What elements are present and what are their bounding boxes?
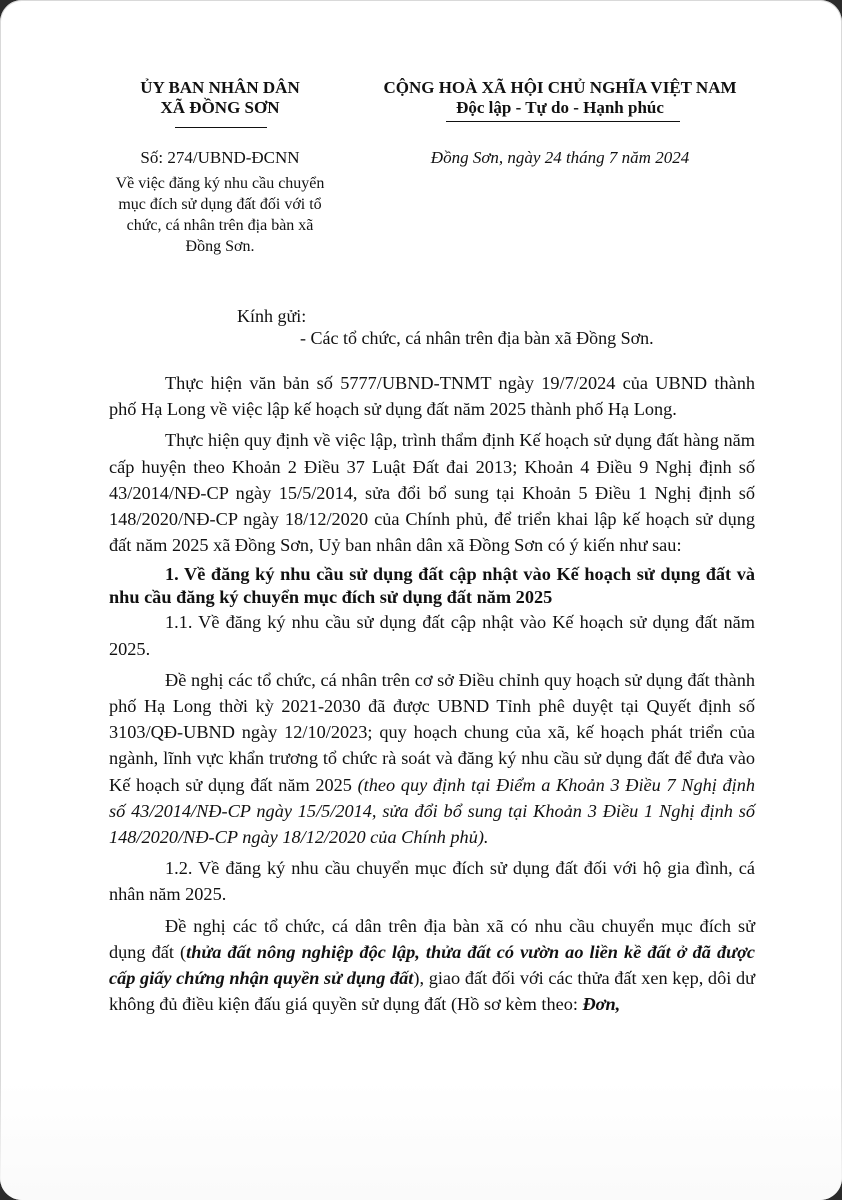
salutation: Kính gửi: xyxy=(237,306,307,326)
subsection-1-1-text xyxy=(109,667,755,850)
document-number: Số: 274/UBND-ĐCNN xyxy=(140,148,300,167)
paragraph-2: Thực hiện quy định về việc lập, trình thẩm định Kế hoạch sử dụng đất hàng năm cấp huyện theo Khoản 2 Điều 37 Luật Đất đai 2013; Khoản 4 Điều 9 Nghị định số 43/2014/NĐ-CP ngày 15/5/2014, sửa đổi bổ sung tại Khoản 5 Điều 1 Nghị định số 148/2020/NĐ-CP ngày 18/12/2020 của Chính phủ, để triển khai lập kế hoạch sử dụng đất năm 2025 xã Đồng Sơn, Uỷ ban nhân dân xã Đồng Sơn có ý kiến như sau: xyxy=(109,430,755,556)
s12-land-types: thửa đất nông nghiệp độc lập, thửa đất có vườn ao liền kề đất ở đã được cấp giấy chứng nhận quyền sử dụng đất xyxy=(109,941,755,989)
issuer-underline xyxy=(175,127,267,128)
document-body xyxy=(109,370,755,1017)
section-1-heading: 1. Về đăng ký nhu cầu sử dụng đất cập nhật vào Kế hoạch sử dụng đất và nhu cầu đăng ký chuyển mục đích sử dụng đất năm 2025 xyxy=(109,564,755,608)
subsection-1-2-text xyxy=(109,913,755,1018)
s12-text-a: Đề nghị các tổ chức, cá dân trên địa bàn xã có nhu cầu chuyển mục đích sử dụng đất ( xyxy=(109,915,755,962)
country-name: CỘNG HOÀ XÃ HỘI CHỦ NGHĨA VIỆT NAM xyxy=(383,78,737,97)
recipient: - Các tổ chức, cá nhân trên địa bàn xã Đồng Sơn. xyxy=(300,328,654,348)
s11-text: Đề nghị các tổ chức, cá nhân trên cơ sở Điều chỉnh quy hoạch sử dụng đất thành phố Hạ Long thời kỳ 2021-2030 đã được UBND Tỉnh phê duyệt tại Quyết định số 3103/QĐ-UBND ngày 12/10/2023; quy hoạch chung của xã, kế hoạch phát triển của ngành, lĩnh vực khẩn trương tổ chức rà soát và đăng ký nhu cầu sử dụng đất để đưa vào Kế hoạch sử dụng đất năm 2025 xyxy=(109,669,755,795)
issuer-line-2: XÃ ĐỒNG SƠN xyxy=(160,98,280,117)
document-date: Đồng Sơn, ngày 24 tháng 7 năm 2024 xyxy=(430,148,690,167)
s12-text-b: ), giao đất đối với các thửa đất xen kẹp, dôi dư không đủ điều kiện đấu giá quyền sử dụng đất (Hồ sơ kèm theo: xyxy=(109,968,755,1015)
subsection-1-2-heading: 1.2. Về đăng ký nhu cầu chuyển mục đích sử dụng đất đối với hộ gia đình, cá nhân năm 2025. xyxy=(109,858,755,905)
s12-attachment-start: Đơn, xyxy=(582,994,621,1015)
page-bottom-shade xyxy=(0,1080,842,1200)
issuer-line-1: ỦY BAN NHÂN DÂN xyxy=(140,78,300,97)
document-subject: Về việc đăng ký nhu cầu chuyển mục đích sử dụng đất đối với tổ chức, cá nhân trên địa bàn xã Đồng Sơn. xyxy=(115,175,325,255)
issuer-block xyxy=(100,78,340,118)
national-motto-block xyxy=(360,78,760,118)
motto-underline xyxy=(446,121,680,122)
subsection-1-1-heading: 1.1. Về đăng ký nhu cầu sử dụng đất cập nhật vào Kế hoạch sử dụng đất năm 2025. xyxy=(109,612,755,659)
paragraph-1: Thực hiện văn bản số 5777/UBND-TNMT ngày 19/7/2024 của UBND thành phố Hạ Long về việc lập kế hoạch sử dụng đất năm 2025 thành phố Hạ Long. xyxy=(109,373,755,420)
s11-legal-reference: (theo quy định tại Điểm a Khoản 3 Điều 7 Nghị định số 43/2014/NĐ-CP ngày 15/5/2014, sửa đổi bổ sung tại Khoản 3 Điều 1 Nghị định số 148/2020/NĐ-CP ngày 18/12/2020 của Chính phủ). xyxy=(109,774,755,848)
motto: Độc lập - Tự do - Hạnh phúc xyxy=(456,98,664,117)
